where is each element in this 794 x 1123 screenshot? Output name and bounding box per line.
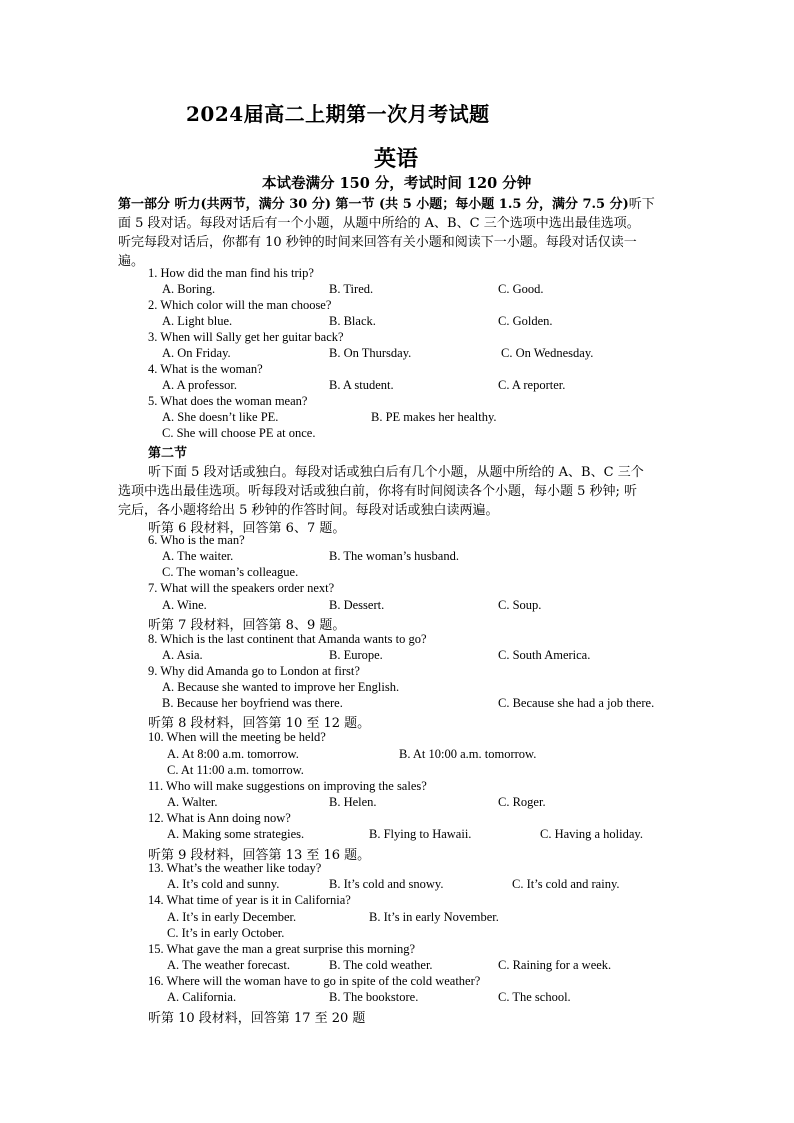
part1-heading-rest: 听下	[628, 197, 655, 212]
option-c: C. She will choose PE at once.	[162, 426, 316, 440]
section2-heading: 第二节	[148, 446, 188, 461]
option-a: A. On Friday.	[162, 346, 231, 360]
option-a: A. Making some strategies.	[167, 827, 305, 841]
question-text: 9. Why did Amanda go to London at first?	[148, 664, 360, 678]
question-text: 7. What will the speakers order next?	[148, 581, 335, 595]
option-c: C. Roger.	[498, 795, 546, 809]
option-b: B. At 10:00 a.m. tomorrow.	[399, 747, 537, 761]
question-text: 11. Who will make suggestions on improving the sales?	[148, 779, 427, 793]
material-note: 听第 9 段材料，回答第 13 至 16 题。	[148, 848, 371, 863]
option-a: A. Light blue.	[162, 314, 233, 328]
option-c: C. Good.	[498, 282, 544, 296]
option-a: A. California.	[167, 990, 237, 1004]
question-text: 12. What is Ann doing now?	[148, 811, 291, 825]
material-note: 听第 10 段材料，回答第 17 至 20 题	[148, 1011, 366, 1026]
material-note: 听第 8 段材料，回答第 10 至 12 题。	[148, 716, 371, 731]
option-c: C. Golden.	[498, 314, 553, 328]
question-text: 5. What does the woman mean?	[148, 394, 308, 408]
question-text: 16. Where will the woman have to go in spite of the cold weather?	[148, 974, 481, 988]
option-c: C. Raining for a week.	[498, 958, 612, 972]
option-a: A. Boring.	[162, 282, 216, 296]
question-text: 15. What gave the man a great surprise this morning?	[148, 942, 416, 956]
part1-instruction-line: 听完每段对话后，你都有 10 秒钟的时间来回答有关小题和阅读下一小题。每段对话仅读一	[118, 235, 637, 250]
option-b: B. Europe.	[329, 648, 383, 662]
question-text: 4. What is the woman?	[148, 362, 263, 376]
option-a: A. She doesn’t like PE.	[162, 410, 279, 424]
material-note: 听第 7 段材料，回答第 8、9 题。	[148, 618, 346, 633]
part1-instruction-line: 遍。	[118, 254, 145, 269]
question-text: 6. Who is the man?	[148, 533, 245, 547]
option-b: B. On Thursday.	[329, 346, 412, 360]
option-a: A. Wine.	[162, 598, 207, 612]
question-text: 13. What’s the weather like today?	[148, 861, 322, 875]
option-a: A. It’s in early December.	[167, 910, 297, 924]
option-b: B. PE makes her healthy.	[371, 410, 497, 424]
part1-heading	[118, 193, 655, 212]
option-b: B. The cold weather.	[329, 958, 433, 972]
option-b: B. Helen.	[329, 795, 377, 809]
option-b: B. Flying to Hawaii.	[369, 827, 472, 841]
question-text: 14. What time of year is it in California?	[148, 893, 351, 907]
option-b: B. The woman’s husband.	[329, 549, 459, 563]
exam-meta: 本试卷满分 150 分，考试时间 120 分钟	[262, 175, 532, 192]
option-c: C. The school.	[498, 990, 571, 1004]
option-a: A. Walter.	[167, 795, 218, 809]
option-b: B. A student.	[329, 378, 394, 392]
exam-title: 2024届高二上期第一次月考试题	[186, 102, 490, 126]
option-a: A. Asia.	[162, 648, 203, 662]
option-b: B. Black.	[329, 314, 376, 328]
option-b: B. Because her boyfriend was there.	[162, 696, 343, 710]
question-text: 10. When will the meeting be held?	[148, 730, 326, 744]
option-c: C. A reporter.	[498, 378, 566, 392]
question-text: 3. When will Sally get her guitar back?	[148, 330, 344, 344]
section2-instruction-line: 听下面 5 段对话或独白。每段对话或独白后有几个小题，从题中所给的 A、B、C 三个	[148, 465, 644, 480]
part1-heading-bold: 第一部分 听力(共两节，满分 30 分) 第一节 (共 5 小题；每小题 1.5 分，满分 7.5 分)	[118, 197, 629, 212]
subject-title: 英语	[374, 146, 419, 172]
option-b: B. It’s cold and snowy.	[329, 877, 444, 891]
option-b: B. Dessert.	[329, 598, 385, 612]
question-text: 1. How did the man find his trip?	[148, 266, 314, 280]
option-c: C. At 11:00 a.m. tomorrow.	[167, 763, 304, 777]
option-b: B. Tired.	[329, 282, 374, 296]
option-c: C. South America.	[498, 648, 591, 662]
option-c: C. Soup.	[498, 598, 542, 612]
option-b: B. The bookstore.	[329, 990, 419, 1004]
option-c: C. The woman’s colleague.	[162, 565, 299, 579]
part1-instruction-line: 面 5 段对话。每段对话后有一个小题，从题中所给的 A、B、C 三个选项中选出最佳选项。	[118, 216, 640, 231]
option-c: C. It’s cold and rainy.	[512, 877, 620, 891]
option-c: C. It’s in early October.	[167, 926, 285, 940]
option-c: C. Because she had a job there.	[498, 696, 655, 710]
question-text: 2. Which color will the man choose?	[148, 298, 332, 312]
option-a: A. It’s cold and sunny.	[167, 877, 280, 891]
option-a: A. At 8:00 a.m. tomorrow.	[167, 747, 299, 761]
section2-instruction-line: 选项中选出最佳选项。听每段对话或独白前，你将有时间阅读各个小题，每小题 5 秒钟; 听	[118, 484, 638, 499]
option-a: A. The waiter.	[162, 549, 234, 563]
option-a: A. A professor.	[162, 378, 237, 392]
option-a: A. The weather forecast.	[167, 958, 290, 972]
option-b: B. It’s in early November.	[369, 910, 499, 924]
section2-instruction-line: 完后，各小题将给出 5 秒钟的作答时间。每段对话或独白读两遍。	[118, 503, 499, 518]
option-c: C. On Wednesday.	[501, 346, 594, 360]
material-note: 听第 6 段材料，回答第 6、7 题。	[148, 521, 346, 536]
option-a: A. Because she wanted to improve her English.	[162, 680, 400, 694]
option-c: C. Having a holiday.	[540, 827, 643, 841]
question-text: 8. Which is the last continent that Amanda wants to go?	[148, 632, 427, 646]
